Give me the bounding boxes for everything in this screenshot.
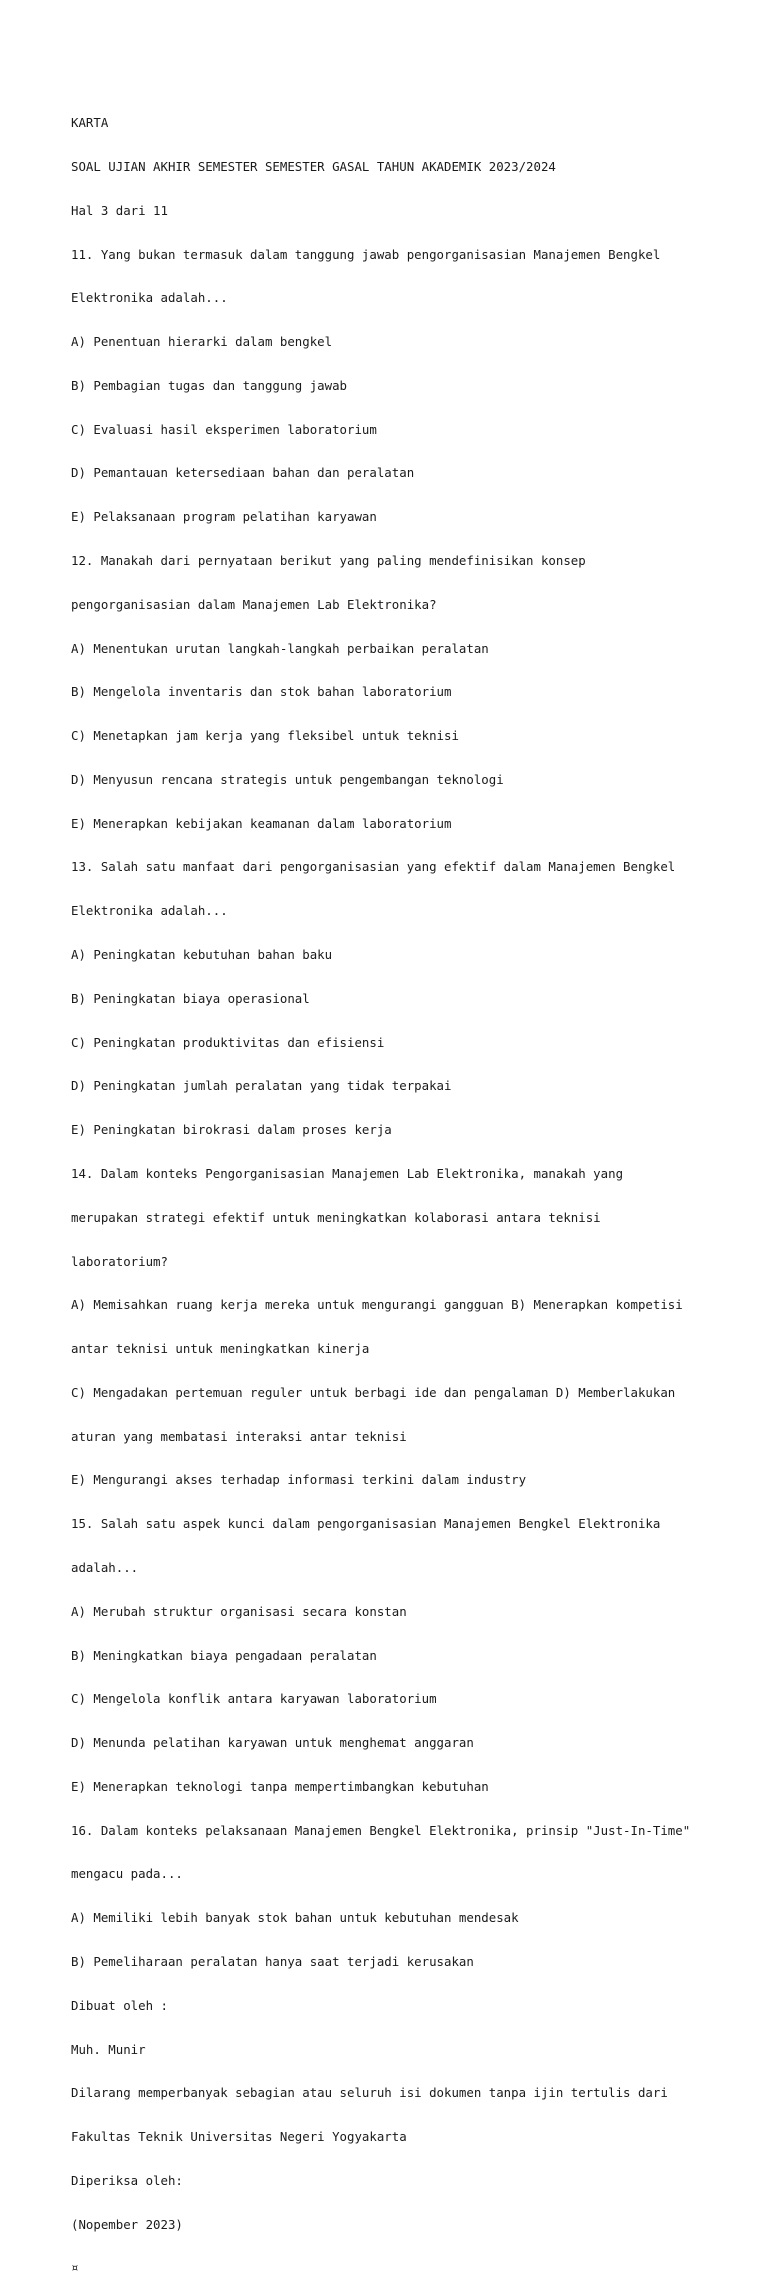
text-line: Muh. Munir (71, 2041, 146, 2057)
text-line: Dibuat oleh : (71, 1997, 168, 2013)
text-line: 11. Yang bukan termasuk dalam tanggung jawab pengorganisasian Manajemen Bengkel (71, 246, 661, 262)
text-line: laboratorium? (71, 1253, 168, 1269)
text-line: B) Peningkatan biaya operasional (71, 990, 310, 1006)
text-line: A) Penentuan hierarki dalam bengkel (71, 334, 333, 350)
text-line: merupakan strategi efektif untuk meningkatkan kolaborasi antara teknisi (71, 1209, 601, 1225)
text-line: 16. Dalam konteks pelaksanaan Manajemen Bengkel Elektronika, prinsip "Just-In-Time" (71, 1822, 691, 1838)
text-line: Fakultas Teknik Universitas Negeri Yogyakarta (71, 2129, 407, 2145)
text-line: A) Memisahkan ruang kerja mereka untuk mengurangi gangguan B) Menerapkan kompetisi (71, 1297, 683, 1313)
text-line: antar teknisi untuk meningkatkan kinerja (71, 1341, 370, 1357)
document-body (71, 87, 751, 2291)
text-line: ¤ (71, 2260, 79, 2276)
text-line: Dilarang memperbanyak sebagian atau seluruh isi dokumen tanpa ijin tertulis dari (71, 2085, 668, 2101)
text-line: aturan yang membatasi interaksi antar teknisi (71, 1428, 407, 1444)
text-line: C) Mengadakan pertemuan reguler untuk berbagi ide dan pengalaman D) Memberlakukan (71, 1384, 676, 1400)
text-line: E) Pelaksanaan program pelatihan karyawan (71, 509, 377, 525)
text-line: E) Mengurangi akses terhadap informasi terkini dalam industry (71, 1472, 527, 1488)
text-line: adalah... (71, 1559, 139, 1575)
text-line: 12. Manakah dari pernyataan berikut yang paling mendefinisikan konsep (71, 553, 586, 568)
text-line: C) Menetapkan jam kerja yang fleksibel untuk teknisi (71, 728, 459, 744)
text-line: A) Merubah struktur organisasi secara konstan (71, 1603, 407, 1619)
text-line: 13. Salah satu manfaat dari pengorganisasian yang efektif dalam Manajemen Bengkel (71, 859, 676, 875)
text-line: pengorganisasian dalam Manajemen Lab Elektronika? (71, 596, 437, 612)
text-line: (Nopember 2023) (71, 2216, 183, 2232)
text-line: E) Menerapkan teknologi tanpa mempertimbangkan kebutuhan (71, 1778, 489, 1794)
text-line: KARTA (71, 115, 109, 131)
text-line: A) Menentukan urutan langkah-langkah perbaikan peralatan (71, 640, 489, 656)
text-line: B) Pemeliharaan peralatan hanya saat terjadi kerusakan (71, 1954, 474, 1969)
text-line: 15. Salah satu aspek kunci dalam pengorganisasian Manajemen Bengkel Elektronika (71, 1516, 661, 1532)
text-line: Diperiksa oleh: (71, 2172, 183, 2188)
text-line: D) Menunda pelatihan karyawan untuk menghemat anggaran (71, 1735, 474, 1751)
text-line: D) Menyusun rencana strategis untuk pengembangan teknologi (71, 771, 504, 787)
text-line: A) Peningkatan kebutuhan bahan baku (71, 947, 333, 963)
text-line: B) Pembagian tugas dan tanggung jawab (71, 377, 348, 393)
text-line: 14. Dalam konteks Pengorganisasian Manajemen Lab Elektronika, manakah yang (71, 1165, 624, 1181)
text-line: B) Mengelola inventaris dan stok bahan laboratorium (71, 684, 452, 700)
text-line: mengacu pada... (71, 1866, 183, 1882)
text-line: C) Mengelola konflik antara karyawan laboratorium (71, 1691, 437, 1707)
text-line: SOAL UJIAN AKHIR SEMESTER SEMESTER GASAL TAHUN AKADEMIK 2023/2024 (71, 158, 556, 174)
text-line: E) Peningkatan birokrasi dalam proses kerja (71, 1122, 392, 1138)
text-line: Elektronika adalah... (71, 290, 228, 306)
text-line: Elektronika adalah... (71, 903, 228, 919)
text-line: E) Menerapkan kebijakan keamanan dalam laboratorium (71, 815, 452, 831)
text-line: C) Evaluasi hasil eksperimen laboratorium (71, 421, 377, 437)
text-line: A) Memiliki lebih banyak stok bahan untuk kebutuhan mendesak (71, 1910, 519, 1926)
text-line: B) Meningkatkan biaya pengadaan peralatan (71, 1647, 377, 1663)
text-line: C) Peningkatan produktivitas dan efisiensi (71, 1034, 385, 1050)
text-line: D) Pemantauan ketersediaan bahan dan peralatan (71, 465, 415, 481)
text-line: D) Peningkatan jumlah peralatan yang tidak terpakai (71, 1078, 452, 1094)
text-line: Hal 3 dari 11 (71, 202, 168, 218)
